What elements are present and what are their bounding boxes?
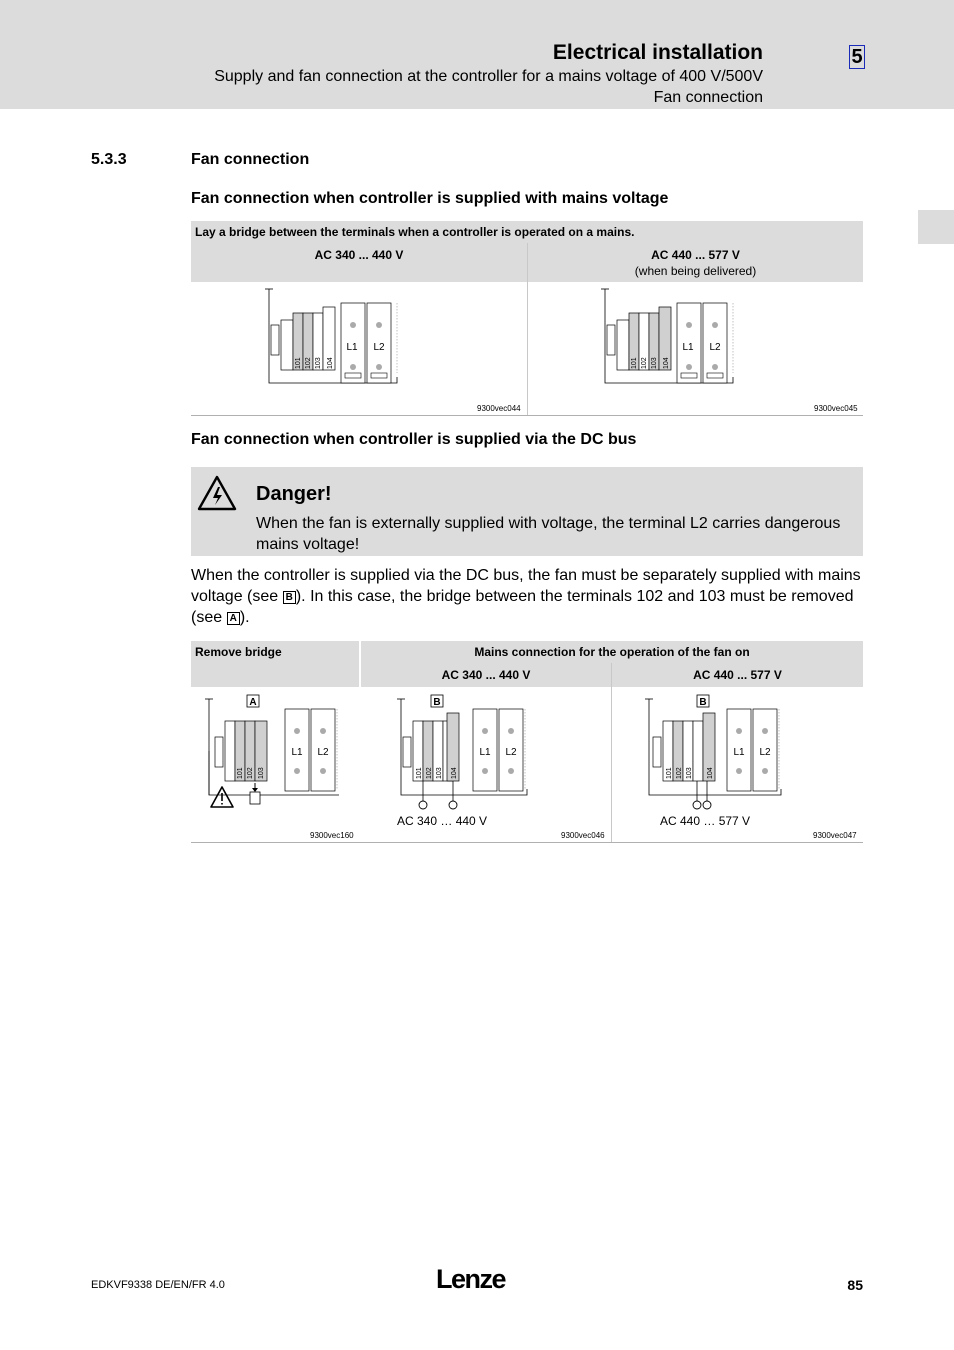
danger-text: When the fan is externally supplied with voltage, the terminal L2 carries dangerous mains voltage! bbox=[256, 515, 841, 553]
terminal-101: 101 bbox=[237, 767, 244, 779]
terminal-101: 101 bbox=[416, 767, 423, 779]
figure-id-a: 9300vec160 bbox=[310, 831, 354, 840]
figure-label-b: B bbox=[433, 697, 441, 708]
logo-text: Lenze bbox=[436, 1264, 506, 1294]
col-voltage-340: AC 340 ... 440 V bbox=[441, 668, 531, 682]
page-subtitle-2: Fan connection bbox=[653, 89, 763, 106]
terminal-103: 103 bbox=[651, 357, 658, 369]
col-voltage-1: AC 340 ... 440 V bbox=[314, 248, 404, 262]
mains-table bbox=[191, 221, 863, 417]
figure-id-1: 9300vec044 bbox=[477, 404, 521, 413]
terminal-103: 103 bbox=[436, 767, 443, 779]
danger-title: Danger! bbox=[256, 483, 332, 505]
l1-label: L1 bbox=[479, 747, 491, 758]
l2-label: L2 bbox=[759, 747, 771, 758]
page-subtitle: Supply and fan connection at the controller for a mains voltage of 400 V/500V bbox=[214, 68, 763, 85]
dcbus-heading: Fan connection when controller is supplied via the DC bus bbox=[191, 431, 637, 448]
figure-label-a: A bbox=[249, 697, 257, 708]
col-remove-bridge: Remove bridge bbox=[195, 645, 282, 659]
terminal-102: 102 bbox=[426, 767, 433, 779]
col-voltage-2-note: (when being delivered) bbox=[634, 264, 757, 278]
l1-label: L1 bbox=[733, 747, 745, 758]
section-title: Fan connection bbox=[191, 151, 310, 168]
ref-b-link[interactable]: B bbox=[283, 591, 296, 604]
body-text-1: When the controller is supplied via the DC bus, the fan must be separately supplied with mains voltage (see bbox=[191, 567, 861, 605]
terminal-diagram-1 bbox=[261, 285, 411, 395]
mains-heading: Fan connection when controller is supplied with mains voltage bbox=[191, 190, 669, 207]
voltage-label-440: AC 440 … 577 V bbox=[660, 814, 751, 828]
terminal-103: 103 bbox=[315, 357, 322, 369]
section-number: 5.3.3 bbox=[91, 151, 127, 168]
header-band bbox=[0, 0, 954, 109]
page-number: 85 bbox=[847, 1277, 863, 1293]
terminal-104: 104 bbox=[451, 767, 458, 779]
footer-doc-id: EDKVF9338 DE/EN/FR 4.0 bbox=[91, 1279, 225, 1291]
figure-label-b: B bbox=[699, 697, 707, 708]
l2-label: L2 bbox=[709, 342, 721, 353]
table-bottom-rule bbox=[191, 415, 863, 416]
col-mains-connection: Mains connection for the operation of the fan on bbox=[474, 645, 750, 659]
terminal-104: 104 bbox=[663, 357, 670, 369]
table2-bottom-rule bbox=[191, 842, 863, 843]
col-voltage-2: AC 440 ... 577 V bbox=[651, 248, 740, 262]
terminal-101: 101 bbox=[631, 357, 638, 369]
l1-label: L1 bbox=[682, 342, 694, 353]
body-text-2: ). In this case, the bridge between the terminals 102 and 103 must be removed (see bbox=[191, 588, 854, 626]
danger-notice bbox=[191, 467, 863, 556]
terminal-104: 104 bbox=[327, 357, 334, 369]
terminal-102: 102 bbox=[641, 357, 648, 369]
terminal-104: 104 bbox=[707, 767, 714, 779]
figure-id-c: 9300vec047 bbox=[813, 831, 857, 840]
page-title: Electrical installation bbox=[552, 41, 763, 64]
terminal-102: 102 bbox=[305, 357, 312, 369]
terminal-101: 101 bbox=[295, 357, 302, 369]
column-divider bbox=[611, 663, 612, 843]
lenze-logo bbox=[436, 1262, 516, 1294]
table-caption: Lay a bridge between the terminals when a controller is operated on a mains. bbox=[195, 225, 635, 239]
mains-340-diagram bbox=[391, 691, 541, 811]
body-text-3: ). bbox=[239, 609, 250, 626]
terminal-102: 102 bbox=[676, 767, 683, 779]
l2-label: L2 bbox=[373, 342, 385, 353]
chapter-link[interactable]: 5 bbox=[849, 45, 865, 69]
ref-a-link[interactable]: A bbox=[227, 612, 240, 625]
dcbus-table bbox=[191, 641, 863, 845]
l2-label: L2 bbox=[505, 747, 517, 758]
figure-id-2: 9300vec045 bbox=[814, 404, 858, 413]
body-paragraph bbox=[191, 565, 867, 628]
l1-label: L1 bbox=[346, 342, 358, 353]
terminal-103: 103 bbox=[686, 767, 693, 779]
terminal-102: 102 bbox=[247, 767, 254, 779]
terminal-diagram-2 bbox=[597, 285, 747, 395]
remove-bridge-diagram bbox=[203, 691, 353, 811]
warning-high-voltage-icon bbox=[196, 474, 238, 512]
figure-id-b: 9300vec046 bbox=[561, 831, 605, 840]
side-tab-marker bbox=[918, 210, 954, 244]
terminal-101: 101 bbox=[666, 767, 673, 779]
mains-440-diagram bbox=[639, 691, 789, 811]
terminal-103: 103 bbox=[258, 767, 265, 779]
voltage-label-340: AC 340 … 440 V bbox=[397, 814, 488, 828]
l1-label: L1 bbox=[291, 747, 303, 758]
col-voltage-440: AC 440 ... 577 V bbox=[693, 668, 782, 682]
l2-label: L2 bbox=[317, 747, 329, 758]
